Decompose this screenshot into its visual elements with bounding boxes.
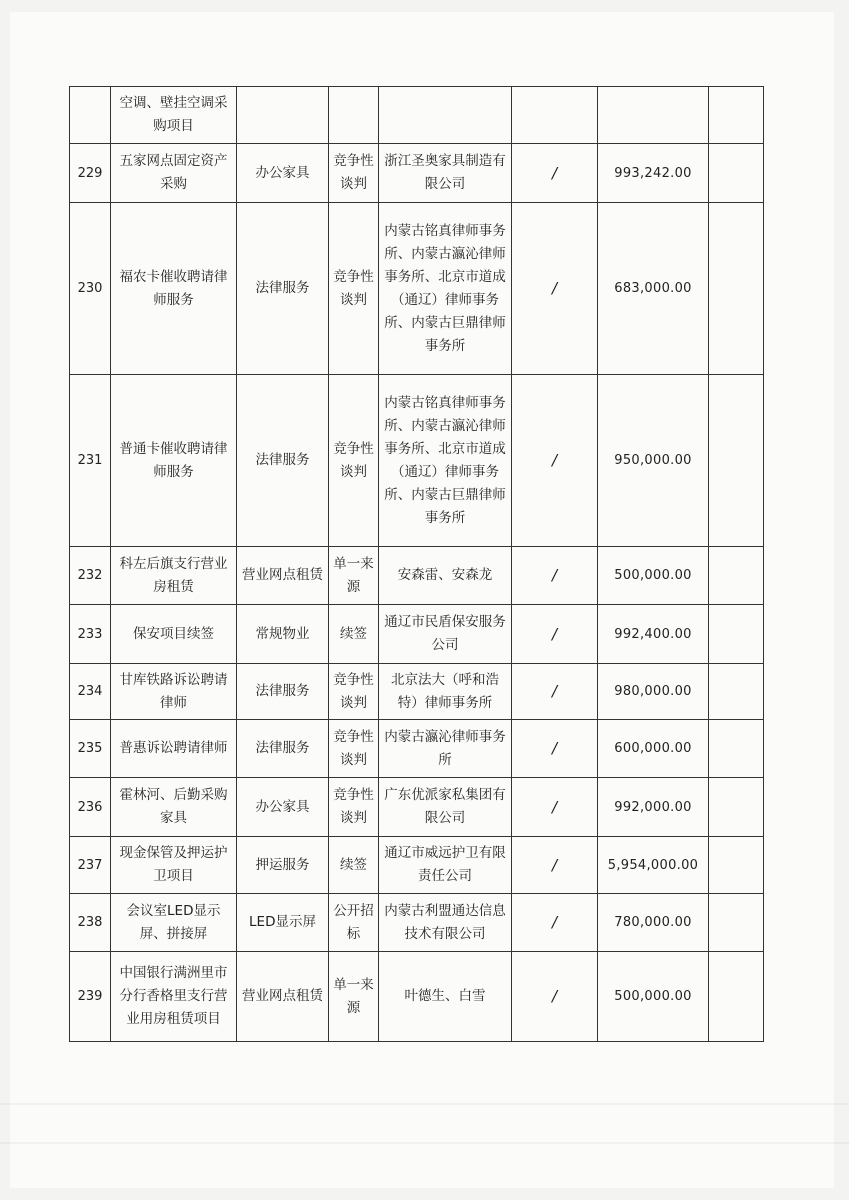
budget: / [512,837,598,894]
project-name: 五家网点固定资产采购 [111,144,237,203]
table-row [70,837,764,894]
table-row [70,664,764,720]
supplier: 安森雷、安森龙 [379,547,512,605]
table-row [70,203,764,375]
project-name: 普惠诉讼聘请律师 [111,720,237,778]
contract-amount: 500,000.00 [598,952,709,1042]
note [709,952,764,1042]
supplier: 北京法大（呼和浩特）律师事务所 [379,664,512,720]
procurement-method: 竞争性谈判 [329,203,379,375]
row-number: 229 [70,144,111,203]
note [709,778,764,837]
supplier: 内蒙古铭真律师事务所、内蒙古瀛沁律师事务所、北京市道成（通辽）律师事务所、内蒙古巨鼎律师事务所 [379,203,512,375]
budget: / [512,720,598,778]
contract-amount: 600,000.00 [598,720,709,778]
procurement-method: 单一来源 [329,952,379,1042]
procurement-method: 单一来源 [329,547,379,605]
table-row [70,894,764,952]
contract-amount: 5,954,000.00 [598,837,709,894]
category: 办公家具 [237,778,329,837]
procurement-method [329,87,379,144]
scan-artifact [0,1103,849,1105]
supplier: 叶德生、白雪 [379,952,512,1042]
procurement-method: 续签 [329,605,379,664]
note [709,894,764,952]
contract-amount: 500,000.00 [598,547,709,605]
note [709,87,764,144]
row-number: 232 [70,547,111,605]
row-number: 230 [70,203,111,375]
supplier: 通辽市威远护卫有限责任公司 [379,837,512,894]
category: 法律服务 [237,375,329,547]
contract-amount: 780,000.00 [598,894,709,952]
budget: / [512,952,598,1042]
category: 营业网点租赁 [237,952,329,1042]
note [709,375,764,547]
supplier: 内蒙古铭真律师事务所、内蒙古瀛沁律师事务所、北京市道成（通辽）律师事务所、内蒙古巨鼎律师事务所 [379,375,512,547]
row-number: 239 [70,952,111,1042]
row-number [70,87,111,144]
note [709,547,764,605]
contract-amount: 993,242.00 [598,144,709,203]
note [709,144,764,203]
supplier: 浙江圣奥家具制造有限公司 [379,144,512,203]
project-name: 空调、壁挂空调采购项目 [111,87,237,144]
budget [512,87,598,144]
project-name: 科左后旗支行营业房租赁 [111,547,237,605]
budget: / [512,203,598,375]
table-row [70,375,764,547]
procurement-method: 竞争性谈判 [329,664,379,720]
budget: / [512,375,598,547]
project-name: 霍林河、后勤采购家具 [111,778,237,837]
category: 法律服务 [237,720,329,778]
category: 营业网点租赁 [237,547,329,605]
supplier: 通辽市民盾保安服务公司 [379,605,512,664]
scan-artifact [0,1142,849,1144]
project-name: 会议室LED显示屏、拼接屏 [111,894,237,952]
category [237,87,329,144]
row-number: 235 [70,720,111,778]
row-number: 237 [70,837,111,894]
contract-amount [598,87,709,144]
budget: / [512,547,598,605]
procurement-method: 竞争性谈判 [329,778,379,837]
row-number: 238 [70,894,111,952]
contract-amount: 992,400.00 [598,605,709,664]
row-number: 233 [70,605,111,664]
budget: / [512,778,598,837]
supplier: 内蒙古利盟通达信息技术有限公司 [379,894,512,952]
category: 押运服务 [237,837,329,894]
procurement-method: 竞争性谈判 [329,144,379,203]
note [709,664,764,720]
category: LED显示屏 [237,894,329,952]
table-row [70,605,764,664]
contract-amount: 950,000.00 [598,375,709,547]
table-row [70,144,764,203]
contract-amount: 683,000.00 [598,203,709,375]
table-row [70,547,764,605]
row-number: 231 [70,375,111,547]
row-number: 234 [70,664,111,720]
note [709,837,764,894]
project-name: 甘库铁路诉讼聘请律师 [111,664,237,720]
budget: / [512,605,598,664]
contract-amount: 980,000.00 [598,664,709,720]
category: 法律服务 [237,664,329,720]
budget: / [512,144,598,203]
supplier: 广东优派家私集团有限公司 [379,778,512,837]
project-name: 普通卡催收聘请律师服务 [111,375,237,547]
procurement-method: 竞争性谈判 [329,375,379,547]
note [709,720,764,778]
table-row [70,720,764,778]
project-name: 中国银行满洲里市分行香格里支行营业用房租赁项目 [111,952,237,1042]
table-row [70,952,764,1042]
table-row [70,87,764,144]
note [709,605,764,664]
supplier [379,87,512,144]
procurement-table [69,86,764,1042]
budget: / [512,894,598,952]
contract-amount: 992,000.00 [598,778,709,837]
budget: / [512,664,598,720]
procurement-method: 竞争性谈判 [329,720,379,778]
procurement-method: 公开招标 [329,894,379,952]
row-number: 236 [70,778,111,837]
supplier: 内蒙古瀛沁律师事务所 [379,720,512,778]
category: 办公家具 [237,144,329,203]
project-name: 保安项目续签 [111,605,237,664]
table-row [70,778,764,837]
project-name: 福农卡催收聘请律师服务 [111,203,237,375]
procurement-method: 续签 [329,837,379,894]
project-name: 现金保管及押运护卫项目 [111,837,237,894]
note [709,203,764,375]
category: 常规物业 [237,605,329,664]
category: 法律服务 [237,203,329,375]
